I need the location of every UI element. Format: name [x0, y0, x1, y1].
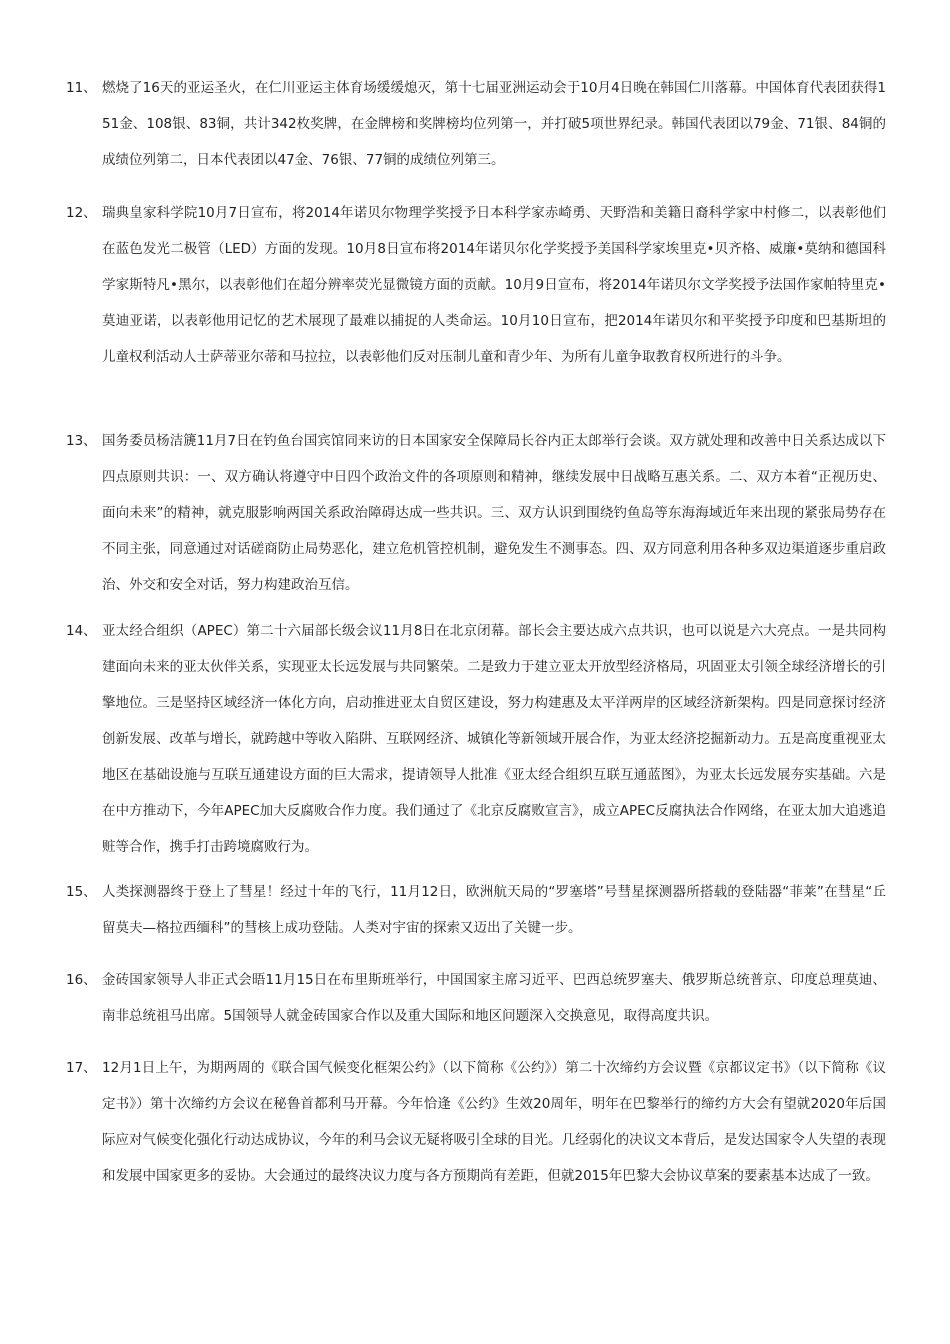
item-number: 17、 — [66, 1060, 97, 1076]
item-text: 亚太经合组织（APEC）第二十六届部长级会议11月8日在北京闭幕。部长会主要达成六点共识，也可以说是六大亮点。一是共同构建面向未来的亚太伙伴关系，实现亚太长远发展与共同繁荣。二是致力于建立亚太开放型经济格局，巩固亚太引领全球经济增长的引擎地位。三是坚持区域经济一体化方向，启动推进亚太自贸区建设，努力构建惠及太平洋两岸的区域经济新架构。四是同意探讨经济创新发展、改革与增长，就跨越中等收入陷阱、互联网经济、城镇化等新领域开展合作，为亚太经济挖掘新动力。五是高度重视亚太地区在基础设施与互联互通建设方面的巨大需求，提请领导人批准《亚太经合组织互联互通蓝图》，为亚太长远发展夯实基础。六是在中方推动下，今年APEC加大反腐败合作力度。我们通过了《北京反腐败宣言》，成立APEC反腐执法合作网络，在亚太加大追逃追赃等合作，携手打击跨境腐败行为。 — [102, 623, 886, 855]
item-number: 15、 — [66, 884, 97, 900]
item-text: 燃烧了16天的亚运圣火，在仁川亚运主体育场缓缓熄灭，第十七届亚洲运动会于10月4日晚在韩国仁川落幕。中国体育代表团获得151金、108银、83铜，共计342枚奖牌，在金牌榜和奖牌榜均位列第一，并打破5项世界纪录。韩国代表团以79金、71银、84铜的成绩位列第二，日本代表团以47金、76银、77铜的成绩位列第三。 — [102, 80, 886, 168]
news-item-11 — [66, 70, 886, 178]
news-item-12 — [66, 195, 886, 375]
news-item-17 — [66, 1050, 886, 1194]
item-number: 11、 — [66, 80, 97, 96]
item-text: 12月1日上午，为期两周的《联合国气候变化框架公约》（以下简称《公约》）第二十次缔约方会议暨《京都议定书》（以下简称《议定书》）第十次缔约方会议在秘鲁首都利马开幕。今年恰逢《公约》生效20周年，明年在巴黎举行的缔约方大会有望就2020年后国际应对气候变化强化行动达成协议，今年的利马会议无疑将吸引全球的目光。几经弱化的决议文本背后，是发达国家令人失望的表现和发展中国家更多的妥协。大会通过的最终决议力度与各方预期尚有差距，但就2015年巴黎大会协议草案的要素基本达成了一致。 — [102, 1060, 886, 1184]
item-number: 16、 — [66, 972, 97, 988]
item-number: 13、 — [66, 433, 97, 449]
item-text: 瑞典皇家科学院10月7日宣布，将2014年诺贝尔物理学奖授予日本科学家赤崎勇、天野浩和美籍日裔科学家中村修二，以表彰他们在蓝色发光二极管（LED）方面的发现。10月8日宣布将2014年诺贝尔化学奖授予美国科学家埃里克•贝齐格、威廉•莫纳和德国科学家斯特凡•黑尔，以表彰他们在超分辨率荧光显微镜方面的贡献。10月9日宣布，将2014年诺贝尔文学奖授予法国作家帕特里克•莫迪亚诺，以表彰他用记忆的艺术展现了最难以捕捉的人类命运。10月10日宣布，把2014年诺贝尔和平奖授予印度和巴基斯坦的儿童权利活动人士萨蒂亚尔蒂和马拉拉，以表彰他们反对压制儿童和青少年、为所有儿童争取教育权所进行的斗争。 — [102, 205, 886, 365]
news-item-13 — [66, 423, 886, 603]
news-item-14 — [66, 613, 886, 865]
item-text: 人类探测器终于登上了彗星！经过十年的飞行，11月12日，欧洲航天局的“罗塞塔”号彗星探测器所搭载的登陆器“菲莱”在彗星“丘留莫夫—格拉西缅科”的彗核上成功登陆。人类对宇宙的探索又迈出了关键一步。 — [102, 884, 886, 936]
item-text: 金砖国家领导人非正式会晤11月15日在布里斯班举行，中国国家主席习近平、巴西总统罗塞夫、俄罗斯总统普京、印度总理莫迪、南非总统祖马出席。5国领导人就金砖国家合作以及重大国际和地区问题深入交换意见，取得高度共识。 — [102, 972, 886, 1024]
news-item-15 — [66, 874, 886, 946]
item-text: 国务委员杨洁篪11月7日在钓鱼台国宾馆同来访的日本国家安全保障局长谷内正太郎举行会谈。双方就处理和改善中日关系达成以下四点原则共识：一、双方确认将遵守中日四个政治文件的各项原则和精神，继续发展中日战略互惠关系。二、双方本着“正视历史、面向未来”的精神，就克服影响两国关系政治障碍达成一些共识。三、双方认识到围绕钓鱼岛等东海海域近年来出现的紧张局势存在不同主张，同意通过对话磋商防止局势恶化，建立危机管控机制，避免发生不测事态。四、双方同意利用各种多双边渠道逐步重启政治、外交和安全对话，努力构建政治互信。 — [102, 433, 886, 593]
item-number: 12、 — [66, 205, 97, 221]
news-item-16 — [66, 962, 886, 1034]
item-number: 14、 — [66, 623, 97, 639]
